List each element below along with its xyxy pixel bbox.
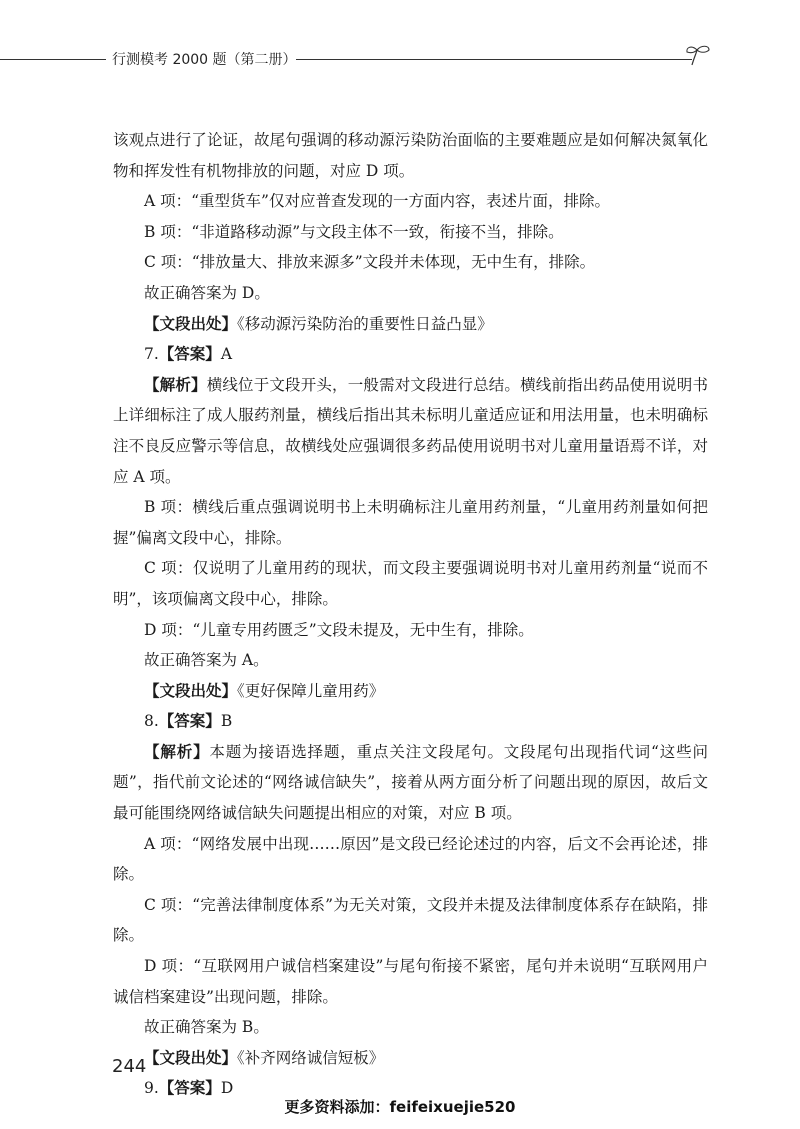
source-line xyxy=(113,1043,708,1074)
sprout-icon xyxy=(684,44,714,66)
analysis-paragraph xyxy=(113,370,708,492)
running-header xyxy=(0,44,800,74)
header-rule-left xyxy=(0,59,106,60)
answer-value: D xyxy=(220,1079,234,1098)
paragraph: A 项：“重型货车”仅对应普查发现的一方面内容，表述片面，排除。 xyxy=(144,192,610,211)
question-number: 7. xyxy=(144,345,159,364)
analysis-paragraph xyxy=(113,737,708,829)
source-title: 《补齐网络诚信短板》 xyxy=(237,1048,385,1067)
answer-line xyxy=(113,706,708,737)
analysis-text: 本题为接语选择题，重点关注文段尾句。文段尾句出现指代词“这些问题”，指代前文论述的“网络诚信缺失”，接着从两方面分析了问题出现的原因，故后文最可能围绕网络诚信缺失问题提出相应的对策，对应 B 项。 xyxy=(113,742,708,823)
paragraph: A 项：“网络发展中出现……原因”是文段已经论述过的内容，后文不会再论述，排除。 xyxy=(113,834,708,884)
answer-line xyxy=(113,339,708,370)
source-line xyxy=(113,676,708,707)
answer-value: A xyxy=(220,345,233,364)
source-line xyxy=(113,309,708,340)
question-number: 9. xyxy=(144,1079,159,1098)
paragraph: B 项：“非道路移动源”与文段主体不一致，衔接不当，排除。 xyxy=(144,222,564,241)
analysis-label: 【解析】 xyxy=(144,742,210,761)
source-label: 【文段出处】 xyxy=(144,1048,238,1067)
paragraph: 故正确答案为 A。 xyxy=(144,651,269,670)
answer-label: 【答案】 xyxy=(158,712,221,731)
footer-note: 更多资料添加：feifeixuejie520 xyxy=(284,1098,516,1116)
header-rule-right xyxy=(296,59,692,60)
page-number: 244 xyxy=(112,1056,147,1077)
source-label: 【文段出处】 xyxy=(144,681,238,700)
source-title: 《移动源污染防治的重要性日益凸显》 xyxy=(237,314,493,333)
page-body xyxy=(113,125,708,1104)
paragraph: C 项：“排放量大、排放来源多”文段并未体现，无中生有，排除。 xyxy=(144,253,596,272)
source-title: 《更好保障儿童用药》 xyxy=(237,681,385,700)
paragraph: 故正确答案为 D。 xyxy=(144,283,270,302)
answer-label: 【答案】 xyxy=(158,345,221,364)
paragraph: D 项：“互联网用户诚信档案建设”与尾句衔接不紧密，尾句并未说明“互联网用户诚信档案建设”出现问题，排除。 xyxy=(113,957,708,1006)
paragraph: B 项：横线后重点强调说明书上未明确标注儿童用药剂量，“儿童用药剂量如何把握”偏离文段中心，排除。 xyxy=(113,498,708,547)
paragraph: C 项：“完善法律制度体系”为无关对策，文段并未提及法律制度体系存在缺陷，排除。 xyxy=(113,895,708,945)
source-label: 【文段出处】 xyxy=(144,314,238,333)
paragraph: 故正确答案为 B。 xyxy=(144,1018,269,1037)
question-number: 8. xyxy=(144,712,159,731)
paragraph: C 项：仅说明了儿童用药的现状，而文段主要强调说明书对儿童用药剂量“说而不明”，该项偏离文段中心，排除。 xyxy=(113,559,708,608)
analysis-text: 横线位于文段开头，一般需对文段进行总结。横线前指出药品使用说明书上详细标注了成人服药剂量，横线后指出其未标明儿童适应证和用法用量，也未明确标注不良反应警示等信息，故横线处应强调很多药品使用说明书对儿童用量语焉不详，对应 A 项。 xyxy=(113,375,708,486)
answer-value: B xyxy=(220,712,233,731)
paragraph: 该观点进行了论证，故尾句强调的移动源污染防治面临的主要难题应是如何解决氮氧化物和挥发性有机物排放的问题，对应 D 项。 xyxy=(113,131,708,180)
header-title: 行测模考 2000 题（第二册） xyxy=(112,52,297,68)
answer-label: 【答案】 xyxy=(158,1079,221,1098)
analysis-label: 【解析】 xyxy=(144,375,207,394)
paragraph: D 项：“儿童专用药匮乏”文段未提及，无中生有，排除。 xyxy=(144,620,534,639)
